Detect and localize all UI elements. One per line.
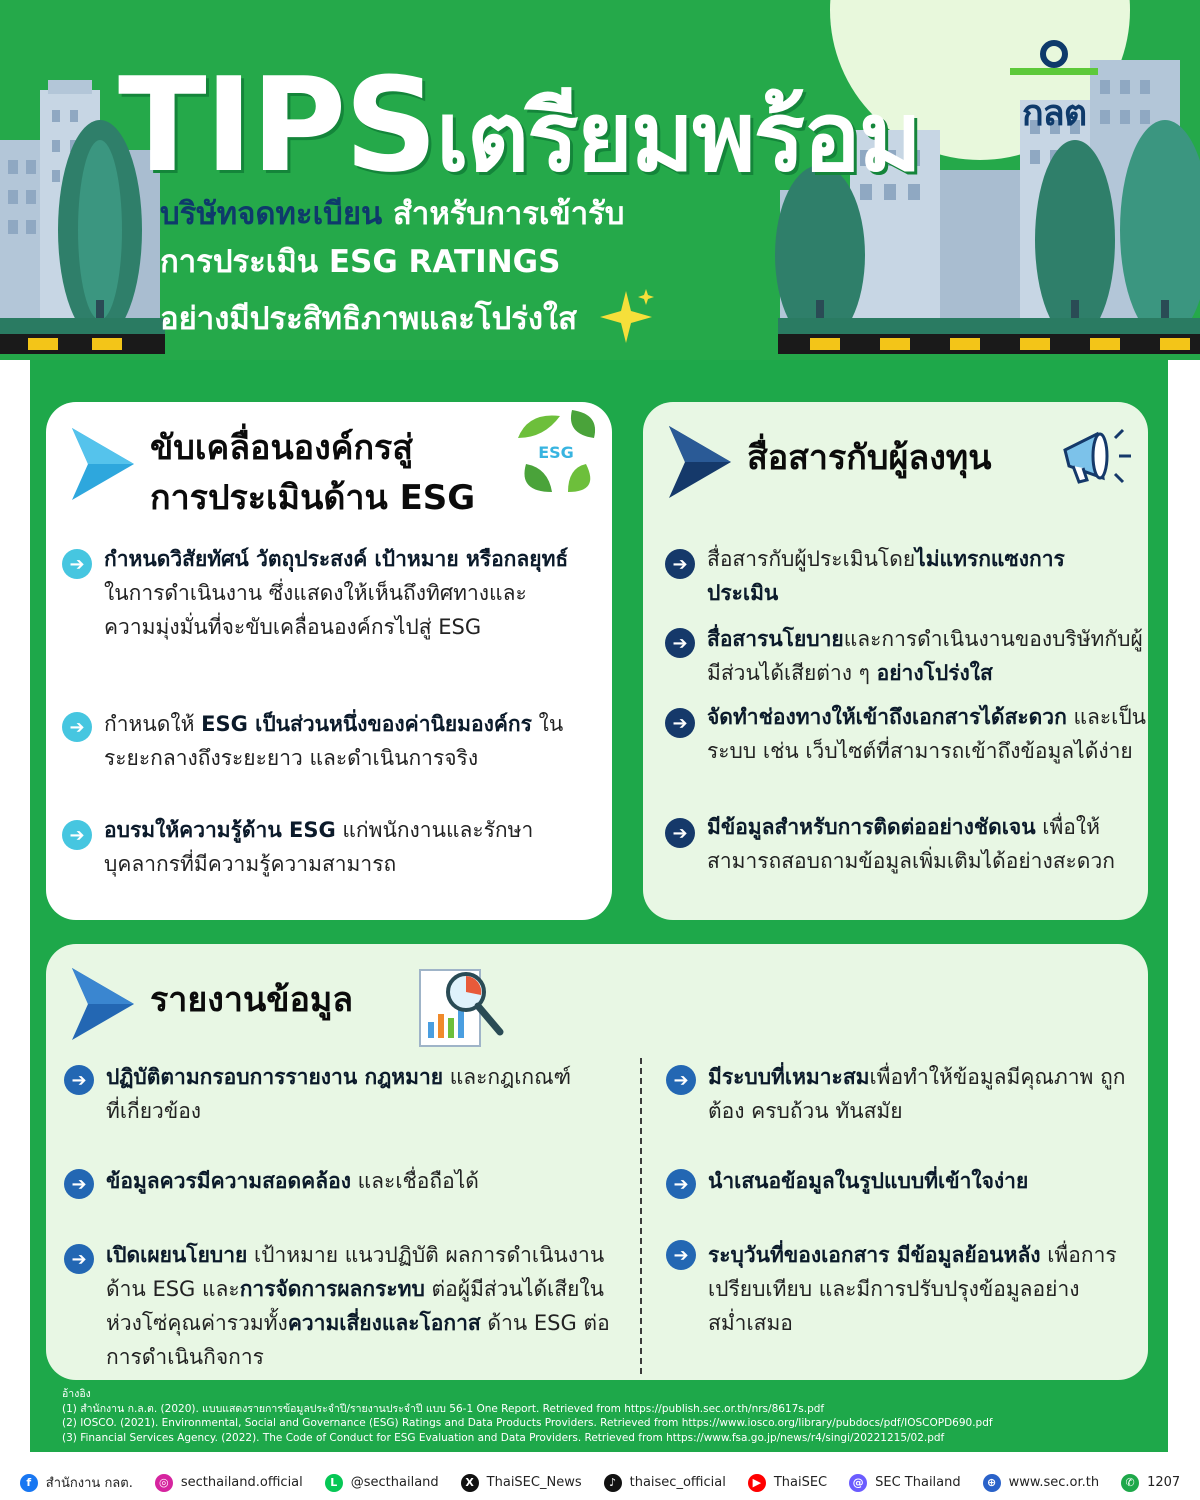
bottom-left-item-3: [106, 1238, 626, 1374]
reference-line: (1) สำนักงาน ก.ล.ต. (2020). แบบแสดงรายการข้อมูลประจำปี/รายงานประจำปี แบบ 56-1 One Report. Retrieved from https://publish.sec.or.th/nrs/8617s.pdf: [62, 1402, 825, 1415]
header-banner: [0, 0, 1200, 360]
right-item-2-bold-2: อย่างโปร่งใส: [876, 661, 993, 685]
esg-badge-text: ESG: [538, 443, 574, 462]
footer-link-facebook[interactable]: [20, 1472, 133, 1493]
card-left-title-line-1: ขับเคลื่อนองค์กรสู่: [150, 428, 414, 468]
sec-logo-text: กลต: [1021, 93, 1087, 134]
left-item-2-bold: ESG เป็นส่วนหนึ่งของค่านิยมองค์กร: [201, 712, 532, 736]
left-item-1-text: ในการดำเนินงาน ซึ่งแสดงให้เห็นถึงทิศทางและความมุ่งมั่นที่จะขับเคลื่อนองค์กรไปสู่ ESG: [104, 581, 527, 639]
bottom-left-item-1-bold: ปฏิบัติตามกรอบการรายงาน กฎหมาย: [106, 1065, 444, 1089]
line-icon: L: [325, 1474, 343, 1492]
bottom-left-item-3-text: เป้าหมาย แนวปฏิบัติ ผลการดำเนินงานด้าน ESG และ: [106, 1243, 605, 1301]
title-latin: TIPS: [118, 49, 436, 201]
bottom-left-item-1: [106, 1060, 576, 1128]
arrow-bullet-icon: ➔: [64, 1169, 94, 1199]
bottom-right-item-3: [708, 1238, 1128, 1340]
subtitle-line-3: [160, 287, 656, 347]
right-item-3-text: และเป็นระบบ เช่น เว็บไซต์ที่สามารถเข้าถึงข้อมูลได้ง่าย: [707, 705, 1147, 763]
arrow-bullet-icon: ➔: [64, 1244, 94, 1274]
footer-link-youtube[interactable]: [748, 1474, 827, 1492]
title-thai: เตรียมพร้อม: [435, 81, 920, 193]
reference-line: (2) IOSCO. (2021). Environmental, Social and Governance (ESG) Ratings and Data Products Providers. Retrieved from https://www.iosco.org/library/pubdocs/pdf/IOSCOPD690.pdf: [62, 1417, 993, 1429]
footer-label: SEC Thailand: [875, 1475, 961, 1490]
card-bottom-title: รายงานข้อมูล: [150, 980, 354, 1020]
right-item-1: [707, 542, 1107, 610]
footer-label: www.sec.or.th: [1008, 1475, 1100, 1490]
arrow-bullet-icon: ➔: [665, 708, 695, 738]
right-item-2-text: และการดำเนินงานของบริษัทกับผู้มีส่วนได้เสียต่าง ๆ: [707, 627, 1143, 685]
tiktok-icon: ♪: [604, 1474, 622, 1492]
bottom-left-item-3-text-2: ต่อผู้มีส่วนได้เสียในห่วงโซ่คุณค่ารวมทั้ง: [106, 1277, 604, 1335]
footer-link-globe[interactable]: [983, 1474, 1099, 1492]
subtitle-line-1-rest: สำหรับการเข้ารับ: [382, 196, 625, 232]
bottom-left-item-2: [106, 1164, 626, 1198]
left-item-3-text: แก่พนักงานและรักษาบุคลากรที่มีความรู้ความสามารถ: [104, 818, 534, 876]
footer-link-threads[interactable]: [849, 1474, 961, 1492]
card-drive-organization: [46, 402, 612, 920]
main-title: [118, 49, 920, 201]
bottom-left-item-2-text: และเชื่อถือได้: [350, 1169, 479, 1193]
column-divider: [640, 1058, 642, 1374]
play-arrow-icon: [68, 424, 138, 504]
esg-leaves-icon: [508, 408, 604, 494]
card-data-reporting: [46, 944, 1148, 1380]
references-heading: อ้างอิง: [62, 1388, 91, 1400]
bottom-right-item-3-text: เพื่อการเปรียบเทียบ และมีการปรับปรุงข้อมูลอย่างสม่ำเสมอ: [708, 1243, 1117, 1335]
footer-link-x[interactable]: [461, 1474, 582, 1492]
footer-label: ThaiSEC_News: [486, 1475, 582, 1490]
x-icon: X: [461, 1474, 479, 1492]
subtitle-line-3-text: อย่างมีประสิทธิภาพและโปร่งใส: [160, 301, 578, 337]
references: [62, 1387, 993, 1445]
left-item-1-bold: กำหนดวิสัยทัศน์ วัตถุประสงค์ เป้าหมาย หรือกลยุทธ์: [104, 547, 569, 571]
bottom-left-item-3-text-3: ด้าน ESG ต่อการดำเนินกิจการ: [106, 1311, 610, 1369]
right-item-1-pre: สื่อสารกับผู้ประเมินโดย: [707, 547, 916, 571]
arrow-bullet-icon: ➔: [62, 712, 92, 742]
phone-icon: ✆: [1121, 1474, 1139, 1492]
left-item-2-pre: กำหนดให้: [104, 712, 202, 736]
megaphone-icon: [1057, 420, 1137, 490]
threads-icon: @: [849, 1474, 867, 1492]
footer-label: สำนักงาน กลต.: [45, 1476, 133, 1491]
footer-social-bar: [0, 1465, 1200, 1500]
arrow-bullet-icon: ➔: [62, 549, 92, 579]
bottom-right-item-2: [708, 1164, 1138, 1198]
arrow-bullet-icon: ➔: [666, 1240, 696, 1270]
right-item-4-text: เพื่อให้สามารถสอบถามข้อมูลเพิ่มเติมได้อย่างสะดวก: [707, 815, 1115, 873]
sparkle-icon: [596, 287, 656, 347]
right-item-3-bold: จัดทำช่องทางให้เข้าถึงเอกสารได้สะดวก: [707, 705, 1067, 729]
arrow-bullet-icon: ➔: [666, 1065, 696, 1095]
right-item-2-bold: สื่อสารนโยบาย: [707, 627, 844, 651]
bottom-left-item-3-bold-2: การจัดการผลกระทบ: [239, 1277, 425, 1301]
reference-line: (3) Financial Services Agency. (2022). The Code of Conduct for ESG Evaluation and Data Providers. Retrieved from https://www.fsa.go.jp/news/r4/singi/20221215/02.pdf: [62, 1431, 945, 1444]
play-arrow-icon: [665, 422, 735, 502]
left-item-3-bold: อบรมให้ความรู้ด้าน ESG: [104, 818, 336, 842]
globe-icon: ⊕: [983, 1474, 1001, 1492]
subtitle-highlight: บริษัทจดทะเบียน: [160, 196, 383, 232]
bottom-left-item-3-bold: เปิดเผยนโยบาย: [106, 1243, 248, 1267]
facebook-icon: f: [20, 1474, 38, 1492]
bottom-left-item-3-bold-3: ความเสี่ยงและโอกาส: [287, 1311, 481, 1335]
report-magnifier-icon: [414, 962, 510, 1052]
arrow-bullet-icon: ➔: [665, 818, 695, 848]
arrow-bullet-icon: ➔: [665, 549, 695, 579]
bottom-left-item-1-text: และกฎเกณฑ์ที่เกี่ยวข้อง: [106, 1065, 572, 1123]
subtitle-line-1: [160, 188, 624, 238]
bottom-right-item-3-bold: ระบุวันที่ของเอกสาร มีข้อมูลย้อนหลัง: [708, 1243, 1041, 1267]
youtube-icon: ▶: [748, 1474, 766, 1492]
bottom-right-item-1-bold: มีระบบที่เหมาะสม: [708, 1065, 870, 1089]
instagram-icon: ◎: [155, 1474, 173, 1492]
left-item-3: [104, 813, 554, 881]
footer-label: thaisec_official: [629, 1475, 726, 1490]
right-item-4-bold: มีข้อมูลสำหรับการติดต่ออย่างชัดเจน: [707, 815, 1036, 839]
left-item-1: [104, 542, 574, 644]
left-item-2: [104, 707, 604, 775]
bottom-right-item-2-bold: นำเสนอข้อมูลในรูปแบบที่เข้าใจง่าย: [708, 1169, 1029, 1193]
footer-link-tiktok[interactable]: [604, 1474, 726, 1492]
footer-link-phone[interactable]: [1121, 1474, 1180, 1492]
footer-label: secthailand.official: [180, 1475, 303, 1490]
arrow-bullet-icon: ➔: [62, 820, 92, 850]
card-right-title: สื่อสารกับผู้ลงทุน: [747, 438, 992, 478]
footer-label: ThaiSEC: [773, 1475, 828, 1490]
right-item-3: [707, 700, 1147, 768]
right-item-2: [707, 622, 1147, 690]
footer-label: 1207: [1147, 1475, 1181, 1490]
card-communicate-investors: [643, 402, 1148, 920]
card-left-title-line-2: การประเมินด้าน ESG: [150, 478, 476, 518]
arrow-bullet-icon: ➔: [666, 1169, 696, 1199]
bottom-right-item-1-text: เพื่อทำให้ข้อมูลมีคุณภาพ ถูกต้อง ครบถ้วน ทันสมัย: [708, 1065, 1126, 1123]
right-item-4: [707, 810, 1137, 878]
arrow-bullet-icon: ➔: [665, 628, 695, 658]
subtitle-line-2: การประเมิน ESG RATINGS: [160, 244, 561, 280]
right-item-1-bold: ไม่แทรกแซงการประเมิน: [707, 547, 1065, 605]
left-item-2-text: ในระยะกลางถึงระยะยาว และดำเนินการจริง: [104, 712, 564, 770]
bottom-right-item-1: [708, 1060, 1128, 1128]
play-arrow-icon: [68, 964, 138, 1044]
footer-label: @secthailand: [350, 1475, 439, 1490]
footer-link-instagram[interactable]: [155, 1474, 303, 1492]
footer-link-line[interactable]: [325, 1474, 439, 1492]
arrow-bullet-icon: ➔: [64, 1065, 94, 1095]
bottom-left-item-2-bold: ข้อมูลควรมีความสอดคล้อง: [106, 1169, 351, 1193]
